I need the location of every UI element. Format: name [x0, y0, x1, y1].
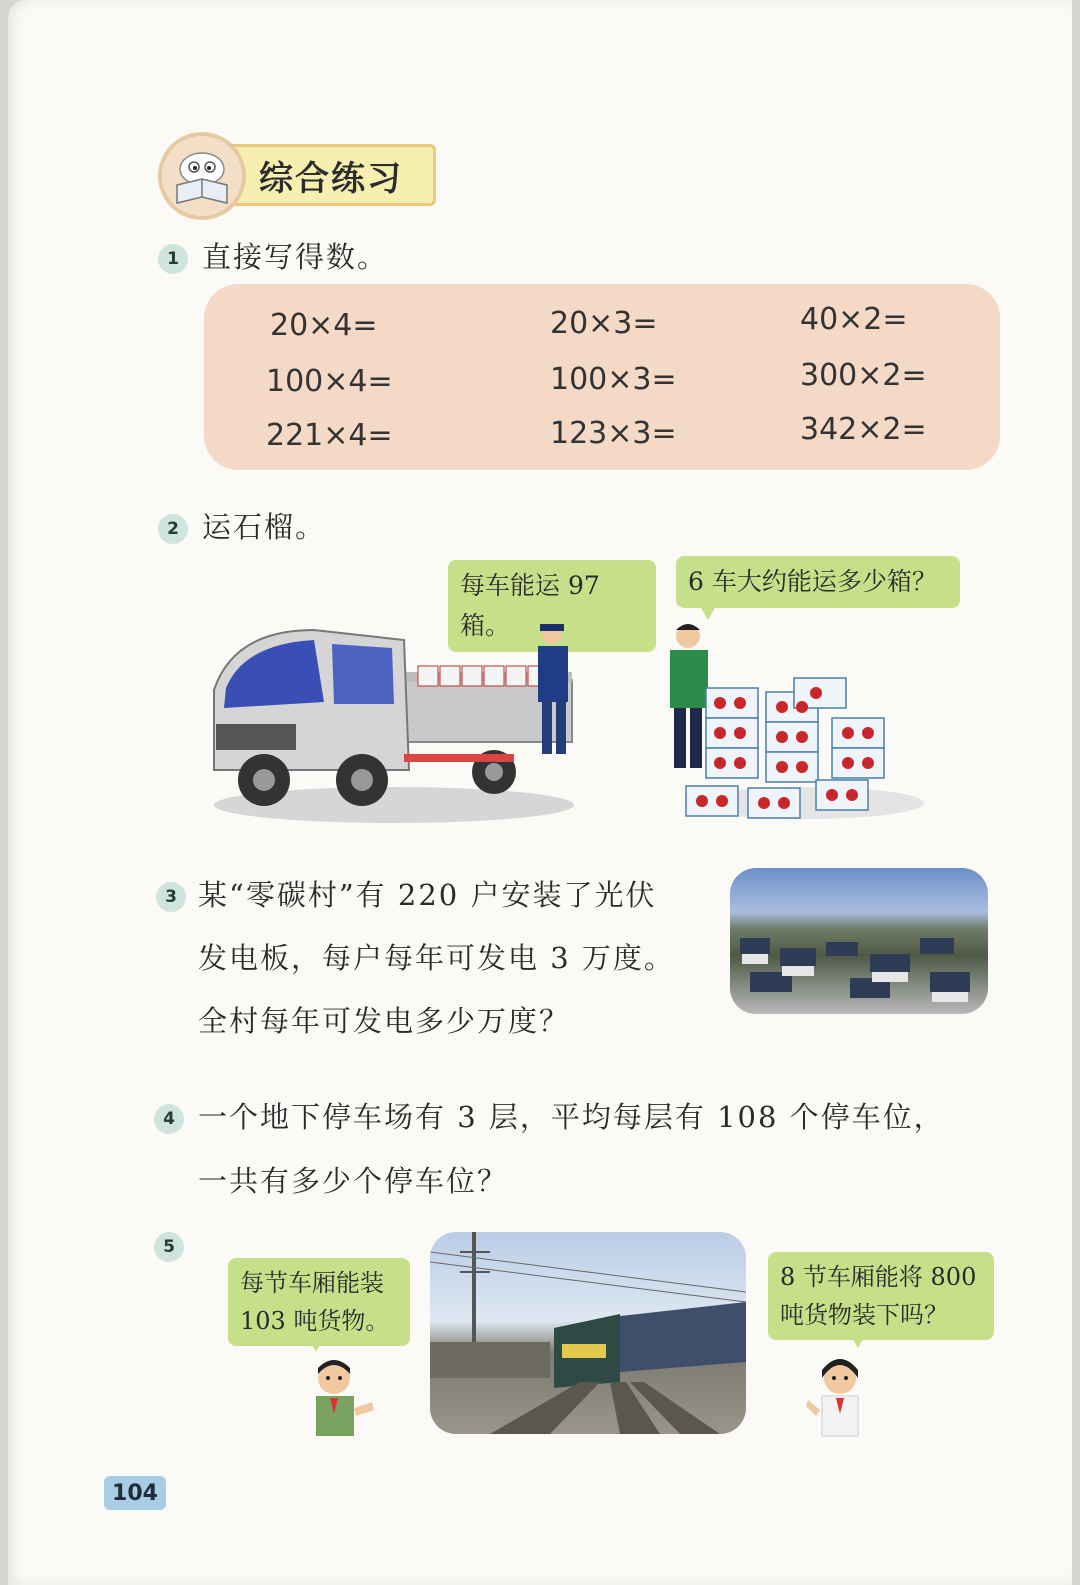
bubble-tail: [308, 1338, 324, 1352]
calc-item: 123×3=: [550, 416, 677, 451]
calc-item: 20×3=: [550, 306, 658, 341]
question-line: 某“零碳村”有 220 户安装了光伏: [198, 878, 657, 912]
question-line: 一个地下停车场有 3 层，平均每层有 108 个停车位，: [198, 1100, 945, 1134]
calc-item: 20×4=: [270, 308, 378, 343]
question-number: 2: [158, 514, 188, 544]
question-number: 4: [154, 1104, 184, 1134]
speech-bubble: [228, 1258, 410, 1346]
question-number: 3: [156, 882, 186, 912]
bubble-line: 103 吨货物。: [240, 1307, 390, 1335]
boy-illustration: [304, 1358, 378, 1440]
question-line: 一共有多少个停车位？: [198, 1164, 509, 1198]
speech-bubble: [768, 1252, 994, 1340]
question-prompt: 运石榴。: [202, 510, 327, 544]
girl-illustration: [804, 1356, 874, 1440]
question-line: 全村每年可发电多少万度？: [198, 1004, 571, 1038]
question-prompt: 直接写得数。: [202, 240, 389, 274]
question-number: 5: [154, 1232, 184, 1262]
speech-bubble: 每车能运 97 箱。: [448, 560, 656, 652]
village-rooftops-image: [730, 868, 988, 1014]
bubble-tail: [850, 1334, 866, 1348]
freight-train-photo: [430, 1232, 746, 1434]
bubble-line: 8 节车厢能将 800: [780, 1263, 977, 1291]
train-tracks-image: [430, 1232, 746, 1434]
bubble-line: 每节车厢能装: [240, 1269, 384, 1297]
village-photo: [730, 868, 988, 1014]
section-title: 综合练习: [218, 144, 436, 206]
speech-bubble: 6 车大约能运多少箱？: [676, 556, 960, 608]
calc-item: 300×2=: [800, 358, 927, 393]
textbook-page: [8, 0, 1072, 1585]
truck-illustration: [204, 620, 584, 830]
calc-item: 40×2=: [800, 302, 908, 337]
pomegranate-boxes-illustration: [656, 618, 924, 828]
question-number: 1: [158, 244, 188, 274]
calculation-box: [204, 284, 1000, 470]
calc-item: 342×2=: [800, 412, 927, 447]
section-header: [158, 132, 440, 220]
page-number: 104: [104, 1476, 166, 1510]
calc-item: 100×4=: [266, 364, 393, 399]
book-mascot-icon: [158, 132, 246, 220]
question-line: 发电板，每户每年可发电 3 万度。: [198, 941, 675, 975]
bubble-line: 吨货物装下吗？: [780, 1301, 948, 1329]
calc-item: 100×3=: [550, 362, 677, 397]
calc-item: 221×4=: [266, 418, 393, 453]
